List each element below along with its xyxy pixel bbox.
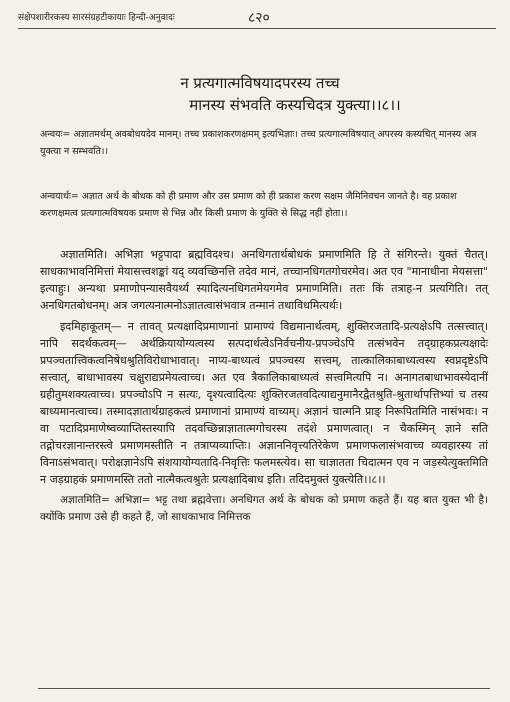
commentary-paragraph-3: अज्ञातमिति= अभिज्ञा= भट्ट तथा ब्रह्मवेत्ता। अनधिगत अर्थ के बोधक को प्रमाण कहते हैं। यह बात युक्त भी है। क्योंकि प्रमाण उसे ही कहते हैं, जो साधकाभाव निमित्तक (40, 494, 488, 523)
verse-block (0, 72, 510, 116)
commentary (40, 246, 488, 530)
header-rule (18, 28, 496, 29)
verse-line-2: मानस्य संभवति कस्यचिदत्र युक्त्या।।८।। (189, 96, 401, 114)
commentary-paragraph-2: इदमिहाकूतम्— न तावत् प्रत्यक्षादिप्रमाणानां प्रामाण्यं विद्यमानार्थत्वम्, शुक्तिरजतादि-प्रत्यक्षेऽपि तत्सत्त्वात्। नापि सदर्थकत्वम्— अर्थक्रियायोग्यत्वस्य सत्पदार्थत्वेऽनिर्वचनीय-प्रपञ्चेऽपि तत्संभवेन तद्ग्राहकप्रत्यक्षादेः प्रपञ्चतात्त्विकत्वनिषेधश्रुतिविरोधाभावात्। नाप्य-बाध्यत्वं प्रपञ्चस्य सत्त्वम्, तात्कालिकाबाध्यत्वस्य स्वप्नदृष्टेऽपि सत्त्वात्, बाधाभावस्य चक्षुराद्यप्रमेयत्वाच्च। अत एव त्रैकालिकाबाध्यत्वं सत्त्वमित्यपि न। अनागतबाधाभावस्येदानीं ग्रहीतुमशक्यत्वाच्च। प्रपञ्चोऽपि न सत्यः, दृश्यत्वादित्यः शुक्तिरजतवदित्याद्यनुमानैरद्वैतश्रुति-श्रुतार्थापत्तिभ्यां च तस्य बाध्यमानत्वाच्च। तस्मादज्ञातार्थग्राहकत्वं प्रमाणानां प्रामाण्यं वाच्यम्। अज्ञानं चात्मनि प्राङ् निरूपितमिति नासंभवः। न वा पटादिप्रमाणेष्वव्याप्तिस्तस्यापि तदवच्छिन्नाज्ञातात्मगोचरस्य तदंशे प्रमाणत्वात्। न चैकस्मिन् ज्ञाने सति तद्गोचरज्ञानान्तरस्त्वे प्रमाणमस्तीति न तत्राप्यव्याप्तिः। अज्ञाननिवृत्त्यतिरेकेण प्रमाणफलासंभवाच्च व्यवहारस्य तां विनाऽसंभवात्। परोक्षज्ञानेऽपि संशयायोग्यतादि-निवृत्तिः फलमस्त्येव। सा चाज्ञातता चिदात्मन एव न जड़स्येत्युक्तमिति न जड़ग्राहकं प्रमाणमस्ति ततो नात्मैकत्वश्रुतेः प्रत्यक्षादिबाध इति। तदिदमुक्तं युक्त्येति।।८।। (40, 320, 488, 486)
verse-line-1: न प्रत्यगात्मविषयादपरस्य तच्च (180, 74, 340, 92)
running-header (18, 6, 494, 26)
page-number: ८२० (248, 10, 270, 26)
header-title: संक्षेपशारीरकस्य सारसंग्रहटीकायाः हिन्दी-अनुवादः (18, 13, 175, 23)
commentary-paragraph-1: अज्ञातमिति। अभिज्ञा भट्टपादा ब्रह्मविदश्च। अनधिगतार्थबोधकं प्रमाणमिति हि ते संगिरन्ते। युक्तं चैतत्। साधकाभावनिमित्तां मेयासत्त्वशङ्कां यद् व्यवच्छिनत्ति तदेव मानं, तच्चानधिगतगोचरमेव। अत एव "मानाधीना मेयसत्ता" इत्याहुः। अन्यथा प्रमाणोपन्यासवैयर्थ्य स्यादित्यनधिगतमेयगमेव प्रमाणमिति। ततः किं तत्राह-न प्रत्यगिति। तत् अनधिगतबोधनम्। अत्र जगत्यनात्मनोऽज्ञातत्वासंभवात्र तन्मानं तथाविधमित्यर्थः। (40, 248, 488, 312)
anvaya-paragraph: अन्वयः= अज्ञातमर्थम् अवबोधयदेव मानम्। तच्च प्रकाशकरणक्षमम् इत्यभिज्ञाः। तच्च प्रत्यगात्मविषयात् अपरस्य कस्यचित् मानस्य अत्र युक्त्या न सम्भवति।। (40, 129, 477, 157)
footer-rule (38, 688, 490, 689)
anvayartha-paragraph: अन्वयार्थः= अज्ञात अर्थ के बोधक को ही प्रमाण और उस प्रमाण को ही प्रकाश करण सक्षम जैमिनिवचन जानते है। वह प्रकाश करणक्षमत्व प्रत्यगात्मविषयक प्रमाण से भिन्न और किसी प्रमाण के युक्ति से सिद्ध नहीं होता।। (40, 191, 457, 219)
